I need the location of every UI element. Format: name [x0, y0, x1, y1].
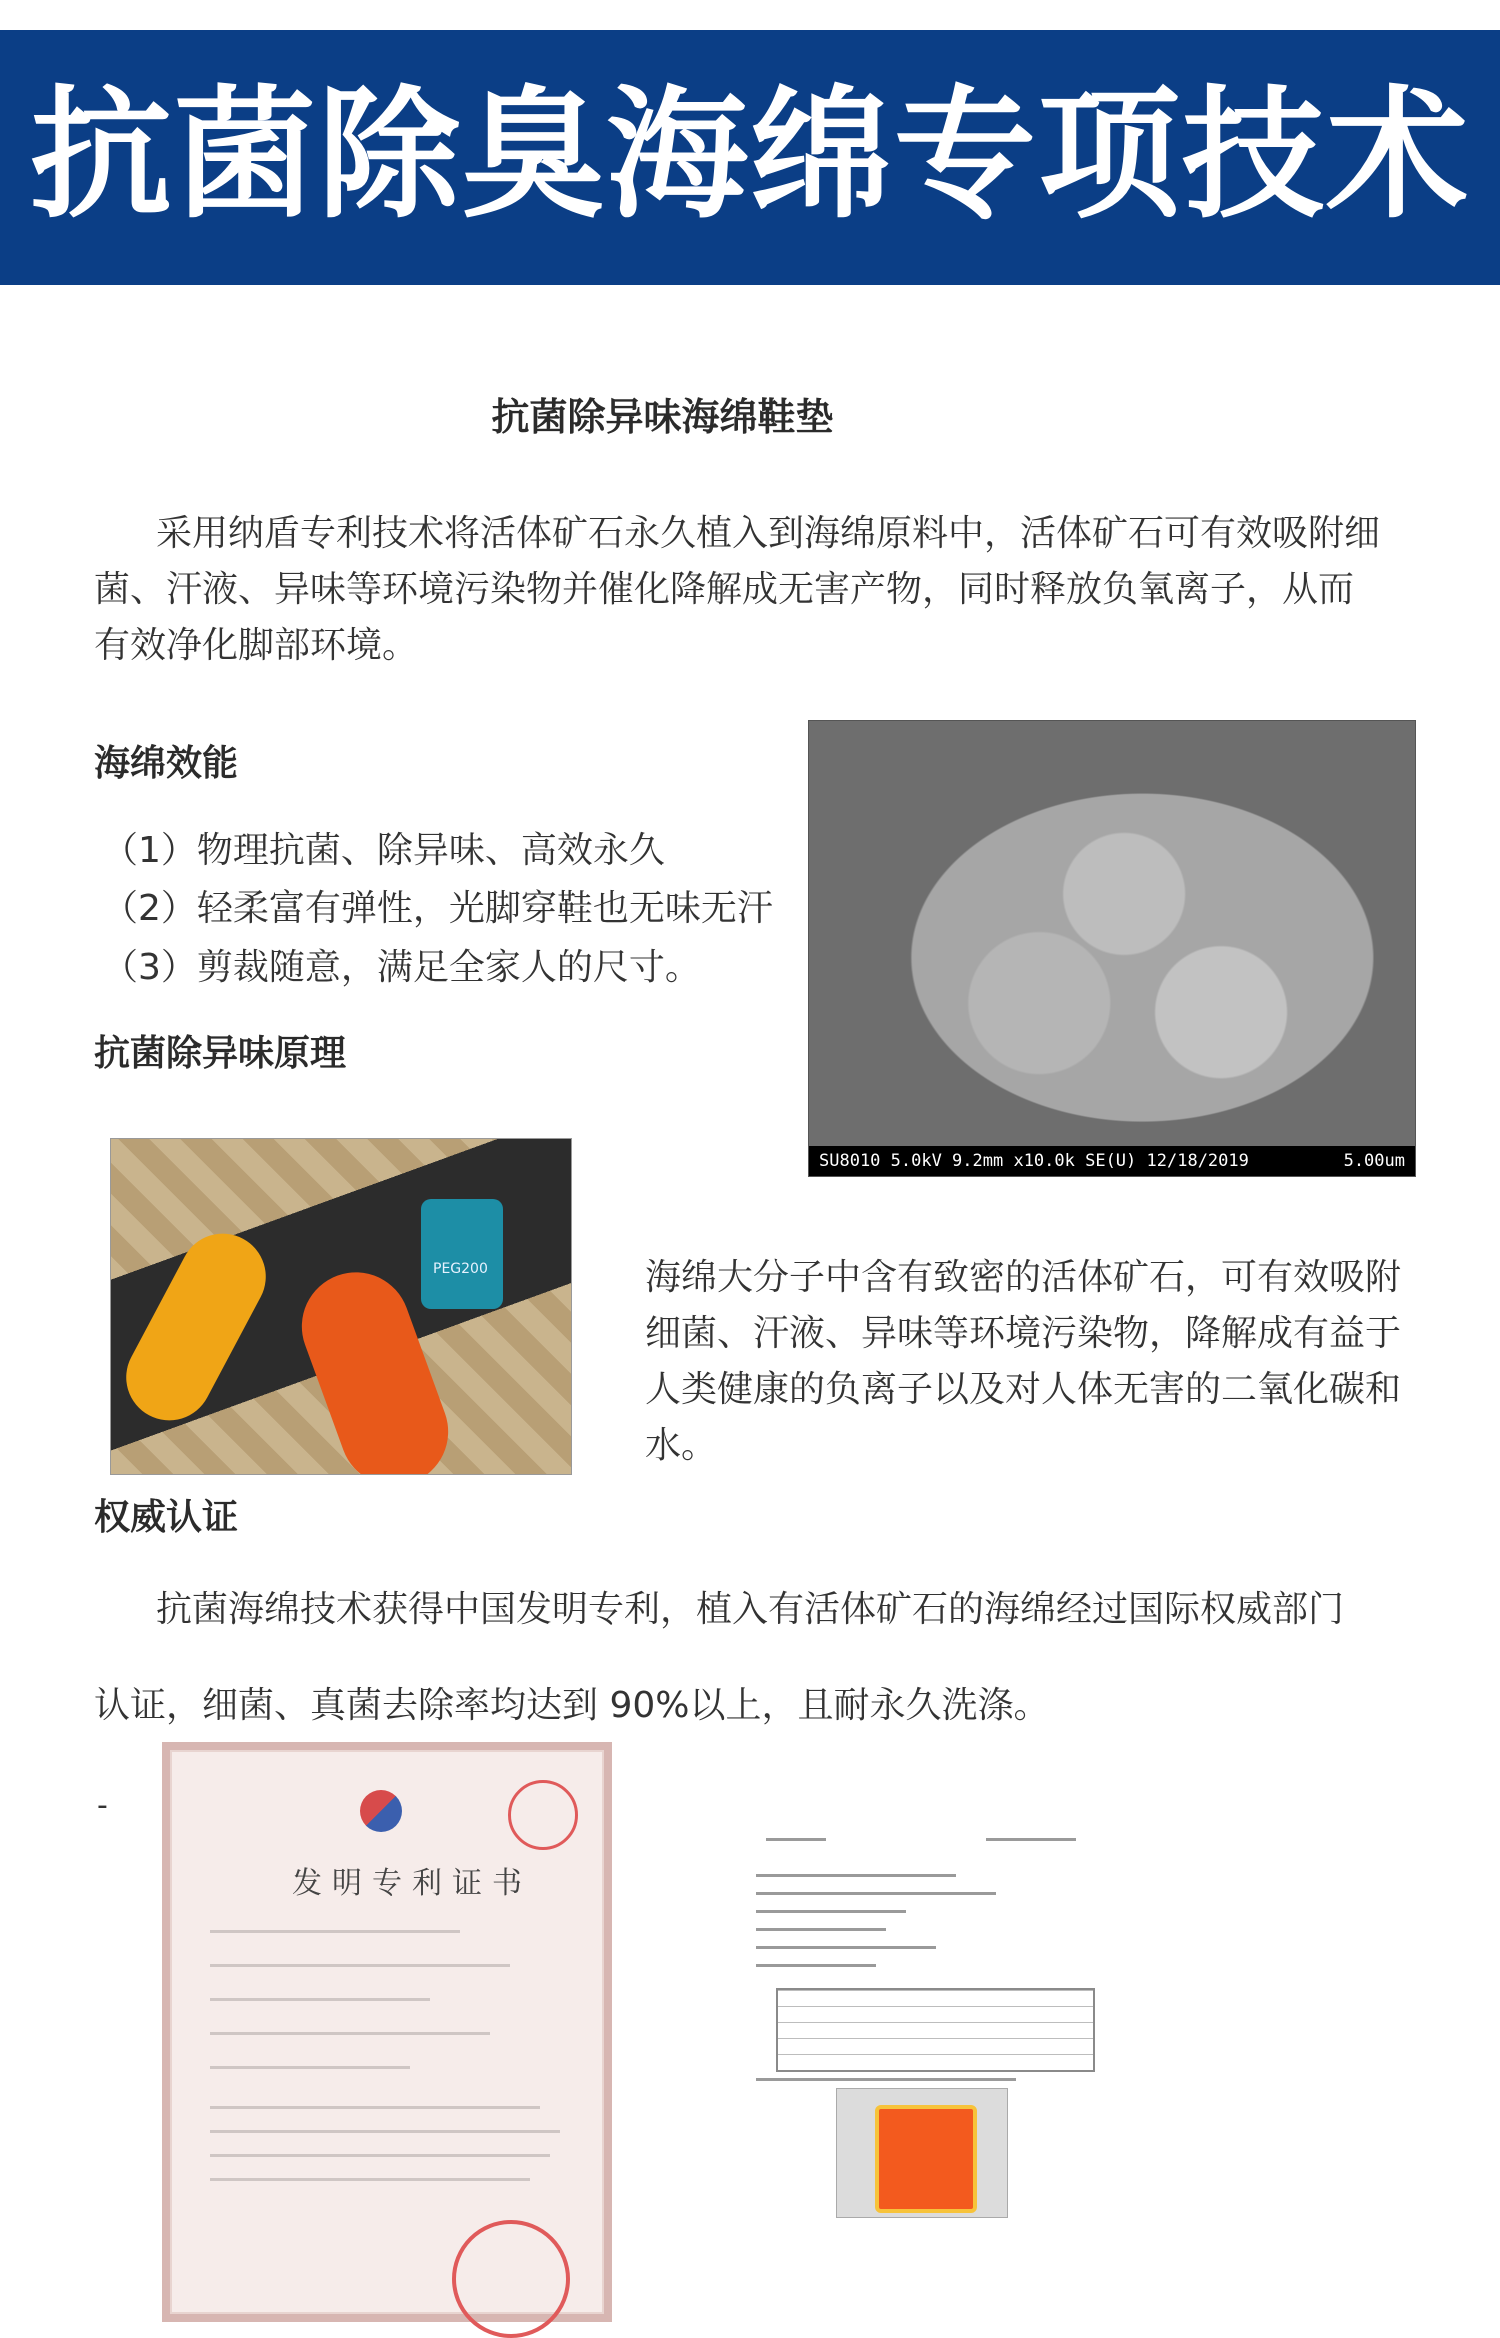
can-label: PEG200 — [433, 1261, 488, 1277]
section-subtitle: 抗菌除异味海绵鞋垫 — [491, 395, 834, 439]
authority-line-2: 认证，细菌、真菌去除率均达到 90%以上，且耐永久洗涤。 — [94, 1685, 1050, 1726]
efficacy-item: （3）剪裁随意，满足全家人的尺寸。 — [102, 947, 701, 988]
report-text-line — [756, 1910, 906, 1913]
report-text-line — [756, 1964, 876, 1967]
cert-text-line — [210, 1964, 510, 1967]
sem-caption-right: 5.00um — [1343, 1151, 1405, 1171]
cert-text-line — [210, 2032, 490, 2035]
red-stamp-icon — [452, 2220, 570, 2338]
report-text-line — [756, 1928, 886, 1931]
efficacy-item: （1）物理抗菌、除异味、高效永久 — [102, 830, 665, 871]
sem-caption-bar — [809, 1146, 1415, 1176]
report-sample-photo — [836, 2088, 1008, 2218]
patent-certificate-image — [162, 1742, 612, 2322]
intro-paragraph: 采用纳盾专利技术将活体矿石永久植入到海绵原料中，活体矿石可有效吸附细菌、汗液、异味等环境污染物并催化降解成无害产物，同时释放负氧离子，从而有效净化脚部环境。 — [94, 513, 1381, 666]
dash-mark: - — [97, 1788, 108, 1823]
red-seal-icon — [508, 1780, 578, 1850]
cert-text-line — [210, 1930, 460, 1933]
principle-heading: 抗菌除异味原理 — [94, 1033, 347, 1074]
report-text-line — [766, 1838, 826, 1841]
yellow-sponge-roll — [111, 1219, 281, 1436]
cert-text-line — [210, 2130, 560, 2133]
report-table — [776, 1988, 1095, 2072]
report-text-line — [756, 1946, 936, 1949]
cert-text-line — [210, 2066, 410, 2069]
cert-text-line — [210, 2154, 550, 2157]
sem-micrograph-image — [808, 720, 1416, 1177]
report-text-line — [756, 2078, 1016, 2081]
cert-text-line — [210, 1998, 430, 2001]
sem-caption-left: SU8010 5.0kV 9.2mm x10.0k SE(U) 12/18/2019 — [819, 1151, 1249, 1171]
peg-can — [421, 1199, 503, 1309]
report-text-line — [986, 1838, 1076, 1841]
certificate-title: 发明专利证书 — [292, 1866, 532, 1901]
cert-text-line — [210, 2178, 530, 2181]
authority-line-1: 抗菌海绵技术获得中国发明专利，植入有活体矿石的海绵经过国际权威部门 — [156, 1589, 1345, 1630]
test-report-image — [736, 1818, 1116, 2228]
conveyor-illustration-image — [110, 1138, 572, 1475]
authority-heading: 权威认证 — [94, 1497, 239, 1538]
principle-paragraph: 海绵大分子中含有致密的活体矿石，可有效吸附细菌、汗液、异味等环境污染物，降解成有益于人类健康的负离子以及对人体无害的二氧化碳和水。 — [645, 1257, 1402, 1466]
orange-sample-swatch — [875, 2105, 977, 2213]
page-title: 抗菌除臭海绵专项技术 — [30, 73, 1470, 238]
report-text-line — [756, 1874, 956, 1877]
patent-logo-icon — [360, 1790, 402, 1832]
efficacy-item: （2）轻柔富有弹性，光脚穿鞋也无味无汗 — [102, 888, 773, 929]
report-text-line — [756, 1892, 996, 1895]
efficacy-heading: 海绵效能 — [94, 743, 239, 784]
cert-text-line — [210, 2106, 540, 2109]
